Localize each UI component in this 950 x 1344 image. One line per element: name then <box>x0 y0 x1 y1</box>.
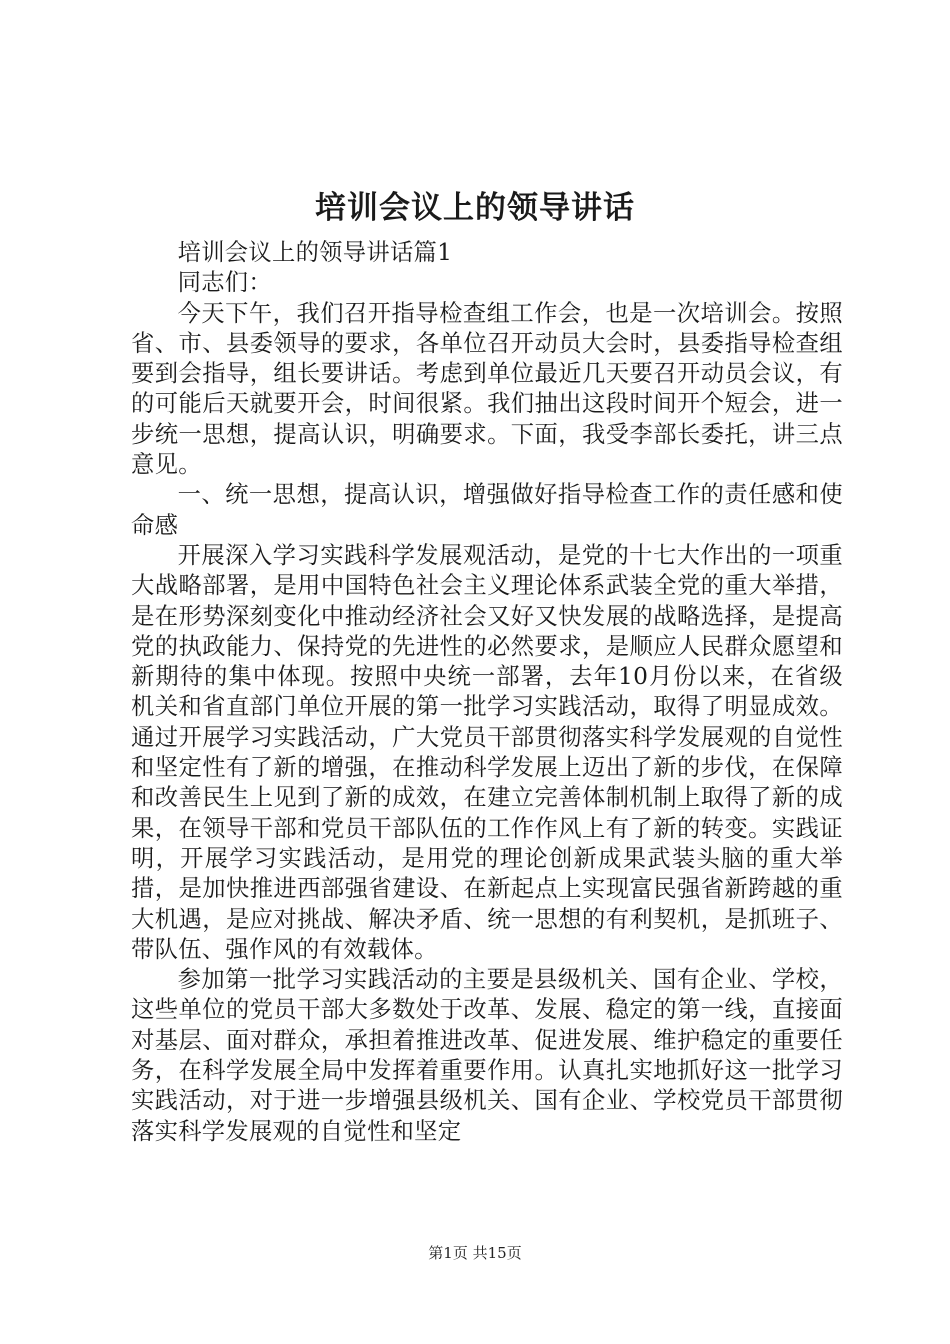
paragraph-intro: 今天下午，我们召开指导检查组工作会，也是一次培训会。按照省、市、县委领导的要求，各单位召开动员大会时，县委指导检查组要到会指导，组长要讲话。考虑到单位最近几天要召开动员会议，有的可能后天就要开会，时间很紧。我们抽出这段时间开个短会，进一步统一思想，提高认识，明确要求。下面，我受李部长委托，讲三点意见。 <box>131 299 843 479</box>
page-number: 第1页 共15页 <box>428 1244 522 1262</box>
section-heading: 培训会议上的领导讲话篇1 <box>177 239 453 266</box>
paragraph-body-2: 参加第一批学习实践活动的主要是县级机关、国有企业、学校，这些单位的党员干部大多数处于改革、发展、稳定的第一线，直接面对基层、面对群众，承担着推进改革、促进发展、维护稳定的重要任务，在科学发展全局中发挥着重要作用。认真扎实地抓好这一批学习实践活动，对于进一步增强县级机关、国有企业、学校党员干部贯彻落实科学发展观的自觉性和坚定 <box>131 966 843 1145</box>
document-title: 培训会议上的领导讲话 <box>315 190 635 226</box>
salutation: 同志们： <box>177 269 272 297</box>
paragraph-body-1: 开展深入学习实践科学发展观活动，是党的十七大作出的一项重大战略部署，是用中国特色社会主义理论体系武装全党的重大举措，是在形势深刻变化中推动经济社会又好又快发展的战略选择，是提高党的执政能力、保持党的先进性的必然要求，是顺应人民群众愿望和新期待的集中体现。按照中央统一部署，去年10月份以来，在省级机关和省直部门单位开展的第一批学习实践活动，取得了明显成效。通过开展学习实践活动，广大党员干部贯彻落实科学发展观的自觉性和坚定性有了新的增强，在推动科学发展上迈出了新的步伐，在保障和改善民生上见到了新的成效，在建立完善体制机制上取得了新的成果，在领导干部和党员干部队伍的工作作风上有了新的转变。实践证明，开展学习实践活动，是用党的理论创新成果武装头脑的重大举措，是加快推进西部强省建设、在新起点上实现富民强省新跨越的重大机遇，是应对挑战、解决矛盾、统一思想的有利契机，是抓班子、带队伍、强作风的有效载体。 <box>131 541 843 963</box>
paragraph-heading-one: 一、统一思想，提高认识，增强做好指导检查工作的责任感和使命感 <box>131 481 843 539</box>
document-body <box>131 238 843 1147</box>
